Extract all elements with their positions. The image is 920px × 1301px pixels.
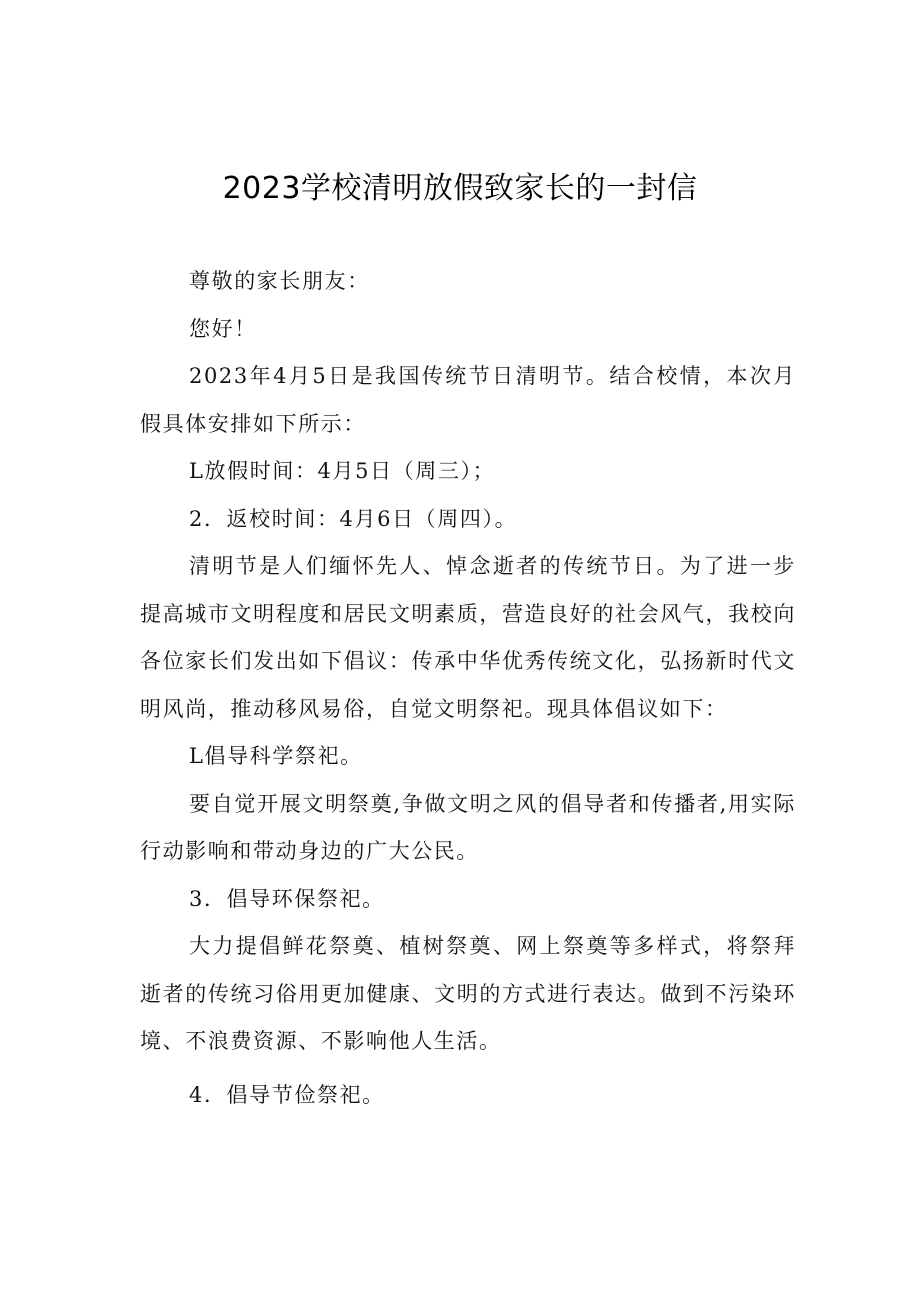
paragraph-item-1-heading: L倡导科学祭祀。 [189,744,363,768]
paragraph-holiday-time: L放假时间：4月5日（周三）； [189,459,496,483]
paragraph-item-4-heading: 4．倡导节俭祭祀。 [189,1082,385,1107]
paragraph-holiday-intro: 2023年4月5日是我国传统节日清明节。结合校情，本次月假具体安排如下所示： [140,364,796,436]
paragraph-item-1-body: 要自觉开展文明祭奠,争做文明之风的倡导者和传播者,用实际行动影响和带动身边的广大公民。 [140,791,796,863]
paragraph-return-time: 2．返校时间：4月6日（周四）。 [189,506,518,531]
paragraph-initiative-intro: 清明节是人们缅怀先人、悼念逝者的传统节日。为了进一步提高城市文明程度和居民文明素质，营造良好的社会风气，我校向各位家长们发出如下倡议：传承中华优秀传统文化，弘扬新时代文明风尚，推动移风易俗，自觉文明祭祀。现具体倡议如下： [140,554,796,721]
salutation: 尊敬的家长朋友： [189,269,370,293]
paragraph-item-3-body: 大力提倡鲜花祭奠、植树祭奠、网上祭奠等多样式，将祭拜逝者的传统习俗用更加健康、文明的方式进行表达。做到不污染环境、不浪费资源、不影响他人生活。 [140,934,796,1053]
document-title: 2023学校清明放假致家长的一封信 [222,171,698,206]
letter-body [140,258,796,1119]
greeting: 您好！ [189,316,257,341]
paragraph-item-3-heading: 3．倡导环保祭祀。 [189,886,385,911]
